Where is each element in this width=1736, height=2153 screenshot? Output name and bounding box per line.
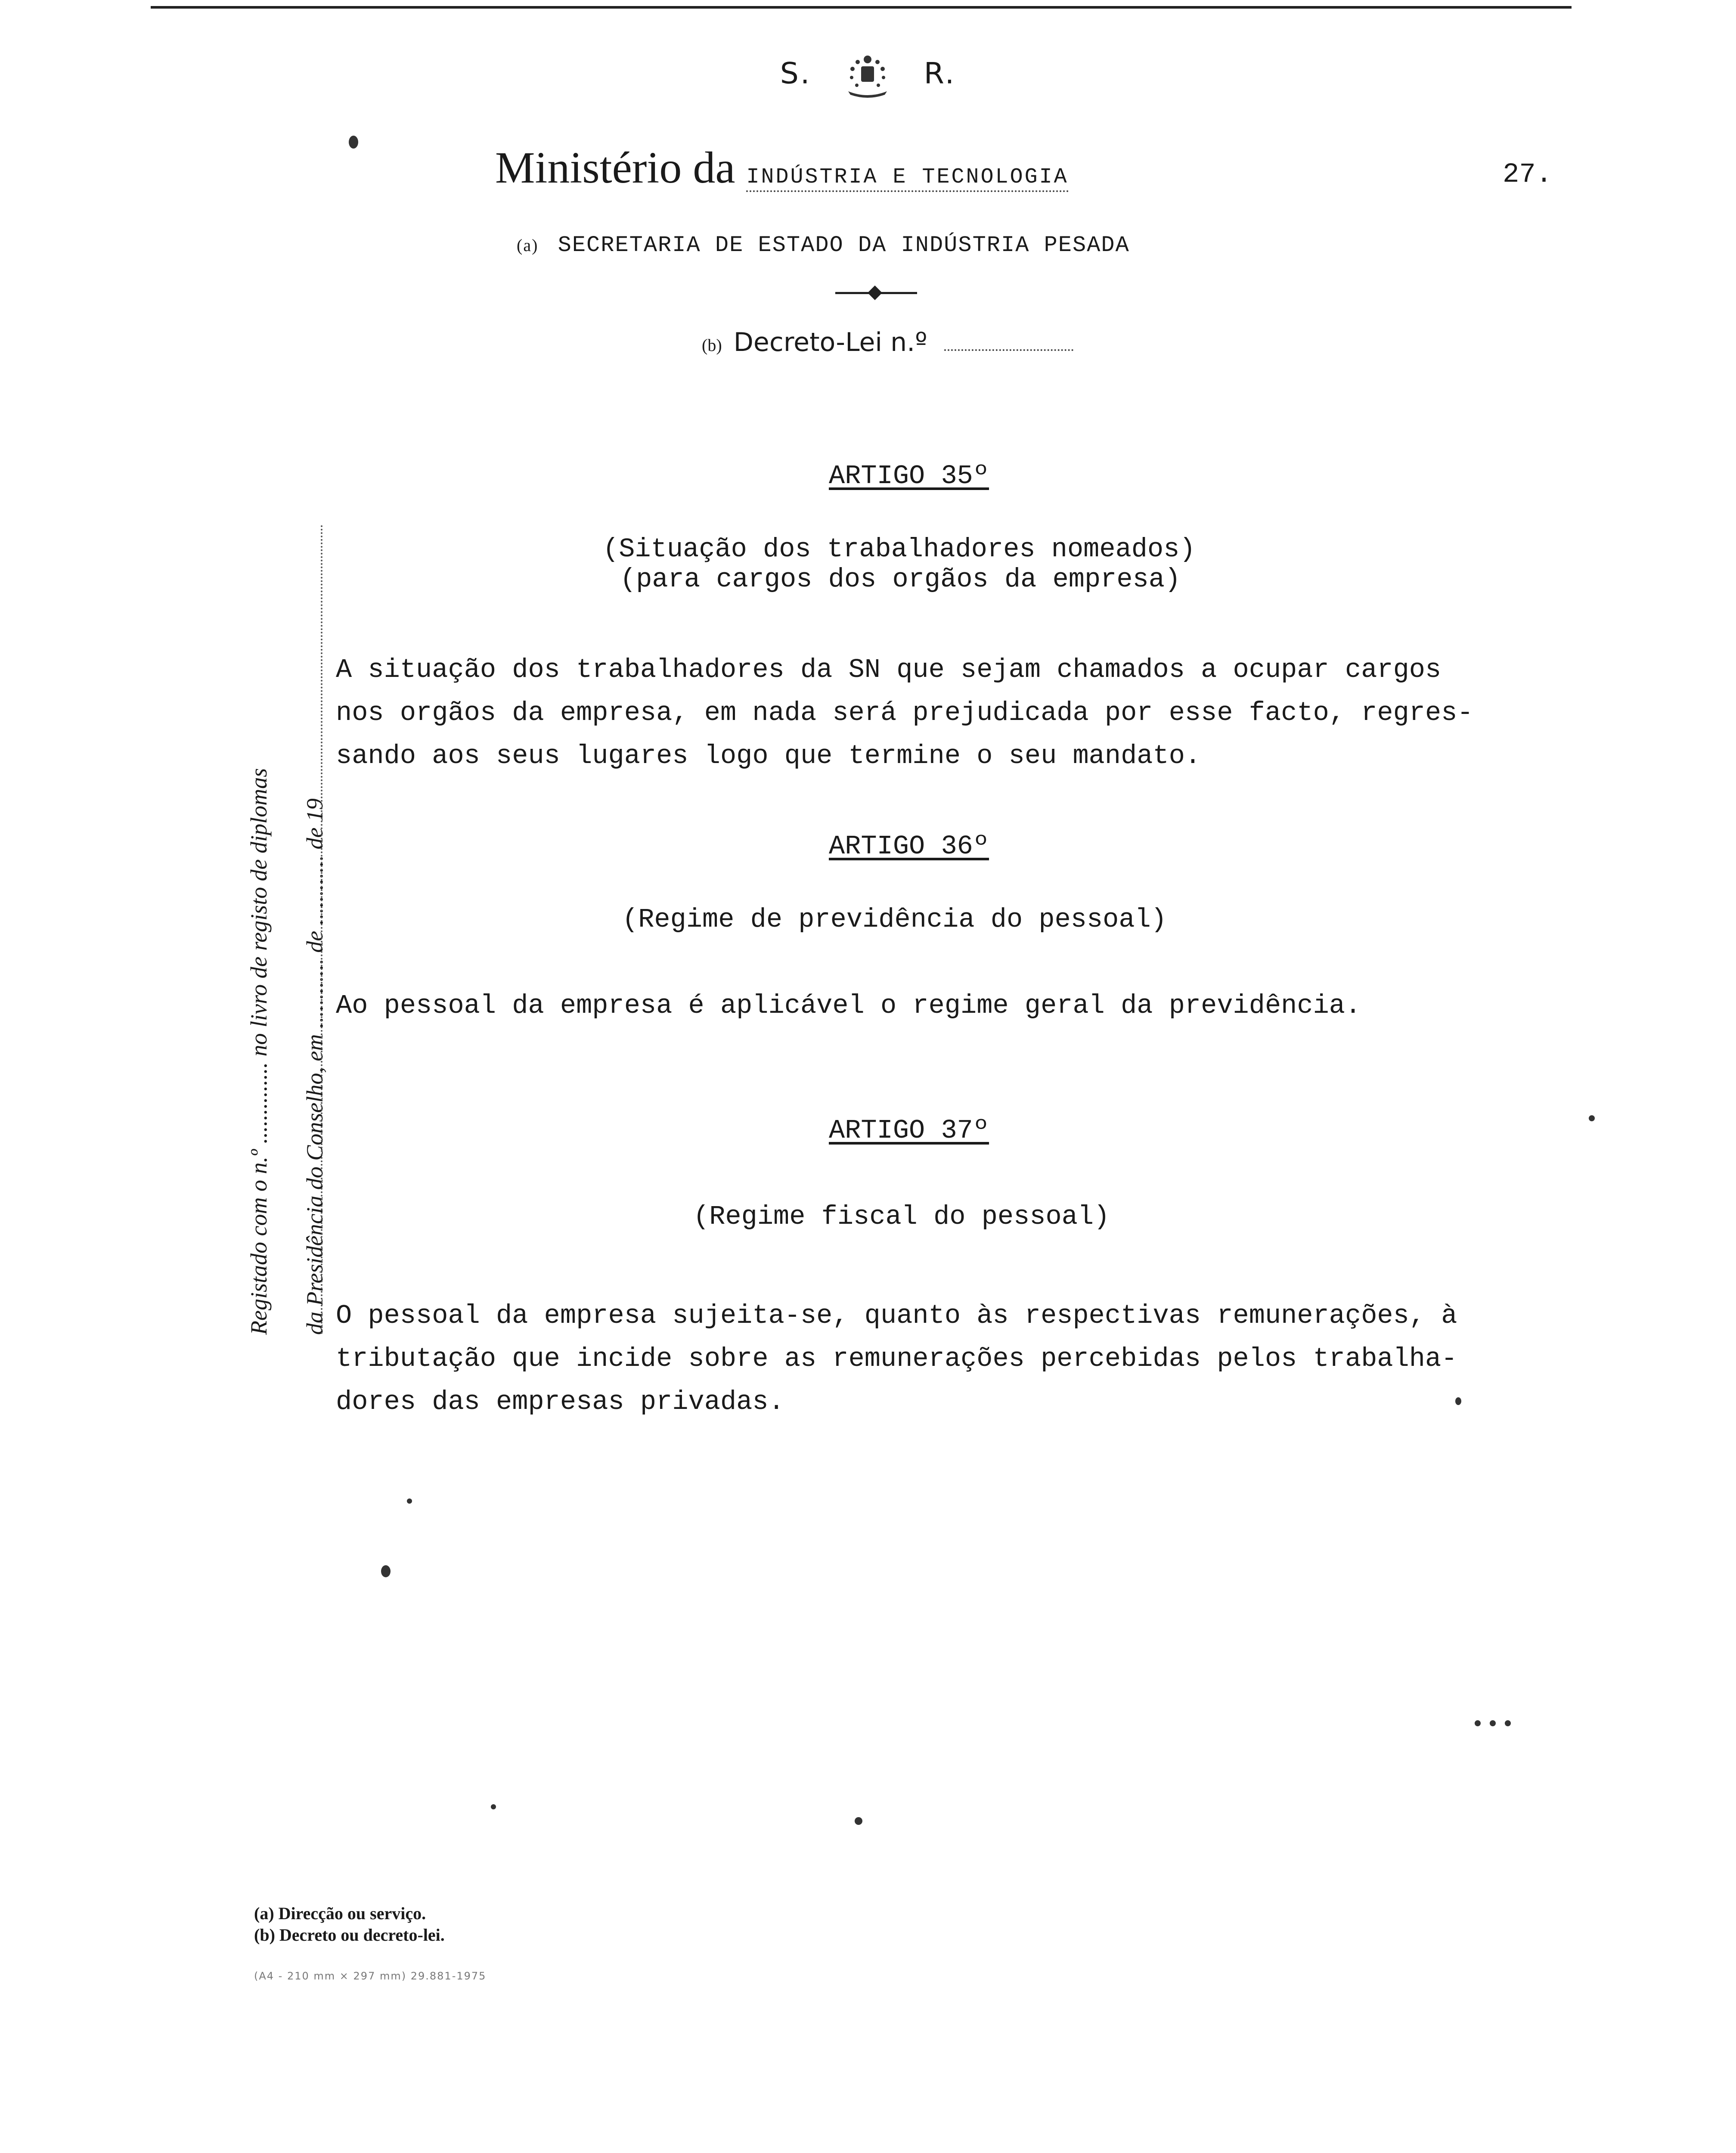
ministry-name: INDÚSTRIA E TECNOLOGIA — [746, 165, 1068, 192]
margin-rule — [321, 525, 322, 1335]
emblem-row — [0, 52, 1736, 99]
scan-speck — [1589, 1115, 1595, 1121]
decreto-blank — [944, 349, 1073, 351]
scan-speck — [1490, 1720, 1496, 1726]
page-number: 27. — [1503, 159, 1553, 190]
scan-speck — [381, 1565, 391, 1577]
emblem-letter-r: R. — [924, 56, 956, 91]
secretaria-name: SECRETARIA DE ESTADO DA INDÚSTRIA PESADA — [558, 233, 1130, 258]
decreto-label: Decreto-Lei n.º — [733, 327, 927, 357]
article-37-body-line2: tributação que incide sobre as remunerações percebidas pelos trabalha- — [336, 1343, 1457, 1374]
scan-speck — [349, 136, 358, 149]
article-36-title: ARTIGO 36º — [829, 831, 989, 862]
article-35-body-line3: sando aos seus lugares logo que termine o seu mandato. — [336, 741, 1201, 771]
top-rule — [151, 6, 1572, 9]
article-37-body-line1: O pessoal da empresa sujeita-se, quanto às respectivas remunerações, à — [336, 1300, 1457, 1331]
decreto-line — [702, 327, 1073, 357]
article-37-subtitle: (Regime fiscal do pessoal) — [693, 1201, 1110, 1232]
scan-speck — [1475, 1720, 1481, 1726]
scan-speck — [1455, 1397, 1461, 1405]
scan-speck — [855, 1817, 862, 1825]
article-35-subtitle-line2: (para cargos dos orgãos da empresa) — [620, 564, 1181, 595]
ornament-diamond — [868, 285, 882, 300]
ministry-title — [495, 142, 1069, 193]
scan-speck — [407, 1498, 412, 1504]
article-35-title: ARTIGO 35º — [829, 461, 989, 491]
print-reference: (A4 - 210 mm × 297 mm) 29.881-1975 — [254, 1970, 487, 1982]
emblem-letter-s: S. — [780, 56, 812, 91]
scan-speck — [491, 1804, 496, 1809]
footnote-marker-b: (b) — [702, 335, 722, 355]
footnote-marker-a: (a) — [517, 236, 539, 255]
footnote-a: (a) Direcção ou serviço. — [254, 1904, 426, 1923]
article-35-subtitle-line1: (Situação dos trabalhadores nomeados) — [603, 534, 1196, 565]
registry-note: Registado com o n.º .............. no livro de registo de diplomas — [246, 768, 272, 1335]
article-36-subtitle: (Regime de previdência do pessoal) — [622, 904, 1167, 935]
article-37-body-line3: dores das empresas privadas. — [336, 1387, 784, 1417]
article-35-body-line2: nos orgãos da empresa, em nada será prejudicada por esse facto, regres- — [336, 698, 1473, 728]
registry-note-presidency: da Presidência do Conselho, em ............ de ............ de 19 — [302, 798, 328, 1335]
scan-speck — [1505, 1720, 1511, 1726]
article-37-title: ARTIGO 37º — [829, 1115, 989, 1146]
secretaria-line — [517, 233, 1130, 258]
article-35-body-line1: A situação dos trabalhadores da SN que sejam chamados a ocupar cargos — [336, 655, 1442, 685]
article-36-body-line1: Ao pessoal da empresa é aplicável o regime geral da previdência. — [336, 990, 1361, 1021]
footnote-b: (b) Decreto ou decreto-lei. — [254, 1925, 445, 1945]
ministry-prefix: Ministério da — [495, 143, 735, 192]
coat-of-arms-icon — [840, 52, 896, 99]
